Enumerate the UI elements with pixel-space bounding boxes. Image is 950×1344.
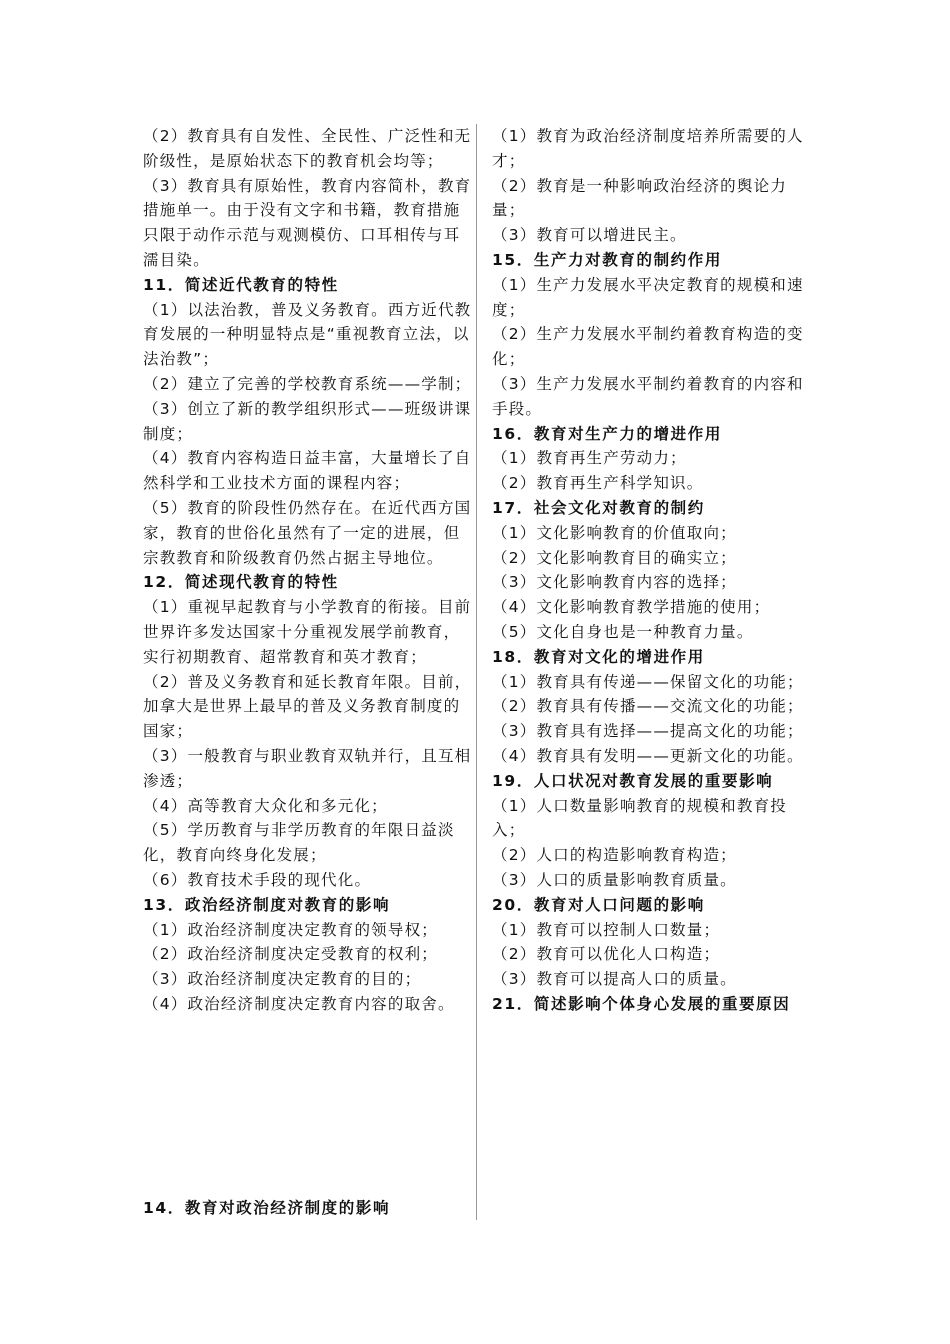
- paragraph: （2）教育可以优化人口构造；: [492, 945, 721, 964]
- paragraph: （2）建立了完善的学校教育系统——学制；: [143, 374, 472, 393]
- paragraph: （1）教育再生产劳动力；: [492, 449, 687, 468]
- paragraph: （4）教育内容构造日益丰富，大量增长了自然科学和工业技术方面的课程内容；: [143, 449, 472, 493]
- paragraph: （2）人口的构造影响教育构造；: [492, 846, 737, 865]
- paragraph: （4）文化影响教育教学措施的使用；: [492, 598, 771, 617]
- paragraph: （1）人口数量影响教育的规模和教育投入；: [492, 796, 787, 840]
- paragraph: （2）政治经济制度决定受教育的权利；: [143, 945, 438, 964]
- paragraph: （5）文化自身也是一种教育力量。: [492, 622, 754, 641]
- section-heading: 17．社会文化对教育的制约: [492, 498, 705, 517]
- section-heading: 11．简述近代教育的特性: [143, 275, 339, 294]
- paragraph: （3）一般教育与职业教育双轨并行，且互相渗透；: [143, 746, 472, 790]
- paragraph: （1）以法治教，普及义务教育。西方近代教育发展的一种明显特点是“重视教育立法，以法治教”；: [143, 300, 472, 369]
- section-heading: 21．简述影响个体身心发展的重要原因: [492, 994, 791, 1013]
- section-heading: 15．生产力对教育的制约作用: [492, 250, 722, 269]
- paragraph: （3）政治经济制度决定教育的目的；: [143, 970, 422, 989]
- paragraph: （1）文化影响教育的价值取向；: [492, 523, 737, 542]
- paragraph: （1）生产力发展水平决定教育的规模和速度；: [492, 275, 804, 319]
- paragraph: （6）教育技术手段的现代化。: [143, 870, 372, 889]
- paragraph: （2）教育再生产科学知识。: [492, 474, 704, 493]
- paragraph: （3）创立了新的教学组织形式——班级讲课制度；: [143, 399, 472, 443]
- right-column: [492, 124, 812, 1017]
- paragraph: （1）政治经济制度决定教育的领导权；: [143, 920, 438, 939]
- paragraph: （3）教育可以提高人口的质量。: [492, 970, 737, 989]
- paragraph: （5）教育的阶段性仍然存在。在近代西方国家，教育的世俗化虽然有了一定的进展，但宗教教育和阶级教育仍然占据主导地位。: [143, 498, 472, 567]
- section-heading: 20．教育对人口问题的影响: [492, 895, 705, 914]
- paragraph: （3）文化影响教育内容的选择；: [492, 573, 737, 592]
- paragraph: （3）教育具有选择——提高文化的功能；: [492, 722, 804, 741]
- paragraph: （3）教育具有原始性，教育内容简朴，教育措施单一。由于没有文字和书籍，教育措施只限于动作示范与观测模仿、口耳相传与耳濡目染。: [143, 176, 472, 269]
- paragraph: （1）教育为政治经济制度培养所需要的人才；: [492, 127, 804, 170]
- paragraph: （3）生产力发展水平制约着教育的内容和手段。: [492, 374, 804, 418]
- paragraph: （4）政治经济制度决定教育内容的取舍。: [143, 994, 455, 1013]
- paragraph: （4）教育具有发明——更新文化的功能。: [492, 746, 804, 765]
- paragraph: （3）教育可以增进民主。: [492, 226, 687, 245]
- paragraph: （2）生产力发展水平制约着教育构造的变化；: [492, 325, 804, 369]
- section-heading: 16．教育对生产力的增进作用: [492, 424, 722, 443]
- paragraph: （1）重视早起教育与小学教育的衔接。目前世界许多发达国家十分重视发展学前教育，实行初期教育、超常教育和英才教育；: [143, 598, 472, 666]
- paragraph: （4）高等教育大众化和多元化；: [143, 796, 388, 815]
- paragraph: （1）教育具有传递——保留文化的功能；: [492, 672, 804, 691]
- paragraph: （2）普及义务教育和延长教育年限。目前，加拿大是世界上最早的普及义务教育制度的国家；: [143, 672, 472, 741]
- column-divider: [476, 124, 477, 1220]
- paragraph: （1）教育可以控制人口数量；: [492, 920, 721, 939]
- left-column: [143, 124, 473, 1017]
- section-heading: 18．教育对文化的增进作用: [492, 647, 705, 666]
- paragraph: （2）教育具有自发性、全民性、广泛性和无阶级性，是原始状态下的教育机会均等；: [143, 127, 472, 170]
- paragraph: （2）文化影响教育目的确实立；: [492, 548, 737, 567]
- paragraph: （2）教育是一种影响政治经济的舆论力量；: [492, 176, 787, 220]
- section-heading: 14．教育对政治经济制度的影响: [143, 1199, 391, 1217]
- paragraph: （5）学历教育与非学历教育的年限日益淡化，教育向终身化发展；: [143, 821, 455, 865]
- section-heading: 12．简述现代教育的特性: [143, 573, 339, 592]
- paragraph: （3）人口的质量影响教育质量。: [492, 870, 737, 889]
- paragraph: （2）教育具有传播——交流文化的功能；: [492, 697, 804, 716]
- section-heading: 13．政治经济制度对教育的影响: [143, 895, 391, 914]
- section-heading: 19．人口状况对教育发展的重要影响: [492, 771, 774, 790]
